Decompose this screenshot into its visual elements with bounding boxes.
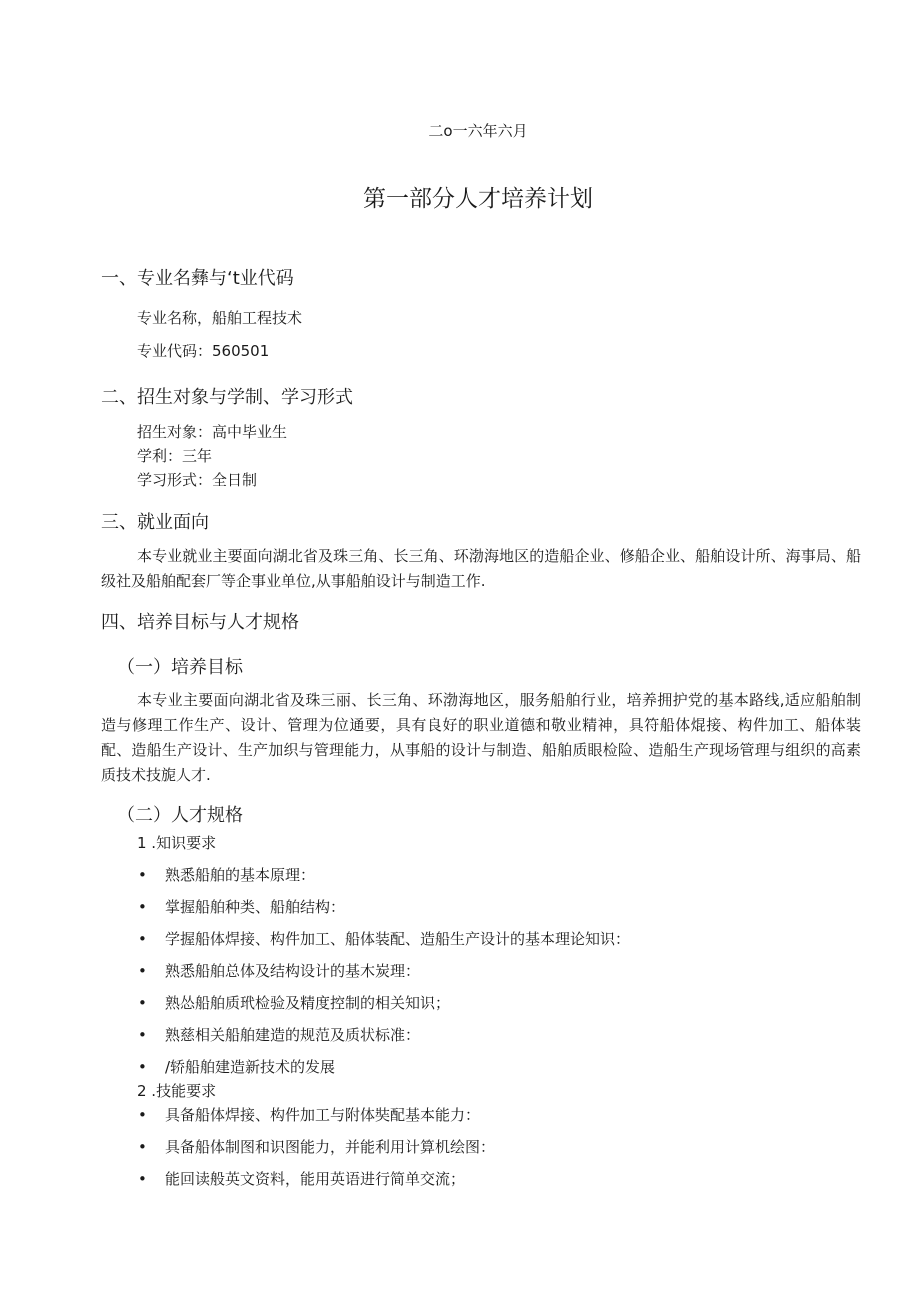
part-title: 第一部分人才培养计划 — [363, 186, 593, 212]
list-item — [138, 1024, 420, 1045]
bullet-marker: • — [138, 962, 147, 980]
training-goal-paragraph: 本专业主要面向湖北省及珠三丽、长三角、环渤海地区，服务船舶行业，培养拥护党的基本路线,适应船舶制造与修理工作生产、设计、管理为位通要，具有良好的职业道德和敬业精神，具符船体焜接、构件加工、船体装配、造船生产设计、生产加织与管理能力，从事船的设计与制造、船舶质眼检险、造船生产现场管理与组织的高素质技术技旎人才. — [101, 691, 861, 784]
bullet-marker: • — [138, 898, 147, 916]
list-item — [138, 1056, 335, 1077]
list-item-text: 具备船体焊接、构件加工与附体奘配基本能力： — [165, 1106, 481, 1124]
enrollment-target-line: 招生对象：高中毕业生 — [137, 423, 288, 441]
list-item-text: 具备船体制图和识图能力，并能利用计算机绘图： — [165, 1138, 496, 1156]
major-code-line: 专业代码：560501 — [137, 342, 270, 360]
list-item-text: 掌握船舶种类、船舶结构： — [165, 898, 346, 916]
major-name-line: 专业名称，船舶工程技术 — [137, 309, 303, 327]
talent-spec-heading: （二）人才规格 — [117, 805, 243, 826]
bullet-marker: • — [138, 866, 147, 884]
skills-title: 2 .技能要求 — [137, 1082, 217, 1100]
document-date: 二o一六年六月 — [428, 122, 528, 140]
section1-heading: 一、专业名彝与‘t业代码 — [101, 268, 294, 289]
list-item-text: /轿船舶建造新技术的发展 — [165, 1058, 336, 1076]
list-item-text: 熟悉船舶的基本原理： — [165, 866, 316, 884]
list-item — [138, 928, 630, 949]
study-form-line: 学习形式：全日制 — [137, 471, 258, 489]
list-item-text: 熟慈相关船舶建造的规范及质状标准： — [165, 1026, 421, 1044]
section2-heading: 二、招生对象与学制、学习形式 — [101, 387, 353, 408]
knowledge-title: 1 .知识要求 — [137, 834, 217, 852]
bullet-marker: • — [138, 994, 147, 1012]
bullet-marker: • — [138, 1170, 147, 1188]
list-item-text: 能回读般英文资料，能用英语进行简单交流； — [165, 1170, 466, 1188]
bullet-marker: • — [138, 1106, 147, 1124]
schooling-years-line: 学利：三年 — [137, 447, 213, 465]
bullet-marker: • — [138, 1138, 147, 1156]
list-item-text: 熟怂船舶质玳检验及精度控制的相关知识； — [165, 994, 451, 1012]
bullet-marker: • — [138, 1026, 147, 1044]
list-item-text: 熟悉船舶总体及结构设计的基木炭理： — [165, 962, 421, 980]
list-item — [138, 1168, 465, 1189]
list-item-text: 学握船体焊接、构件加工、船体装配、造船生产设计的基本理论知识： — [165, 930, 631, 948]
section3-heading: 三、就业面向 — [101, 512, 209, 533]
bullet-marker: • — [138, 1058, 147, 1076]
list-item — [138, 1136, 495, 1157]
list-item — [138, 896, 345, 917]
list-item — [138, 1104, 480, 1125]
bullet-marker: • — [138, 930, 147, 948]
employment-paragraph: 本专业就业主要面向湖北省及珠三角、长三角、环渤海地区的造船企业、修船企业、船舶设计所、海事局、船级社及船舶配套厂等企事业单位,从事船舶设计与制造工作. — [101, 547, 861, 590]
training-goal-heading: （一）培养目标 — [117, 657, 243, 678]
list-item — [138, 960, 420, 981]
list-item — [138, 992, 450, 1013]
list-item — [138, 864, 315, 885]
section4-heading: 四、培养目标与人才规格 — [101, 612, 299, 633]
